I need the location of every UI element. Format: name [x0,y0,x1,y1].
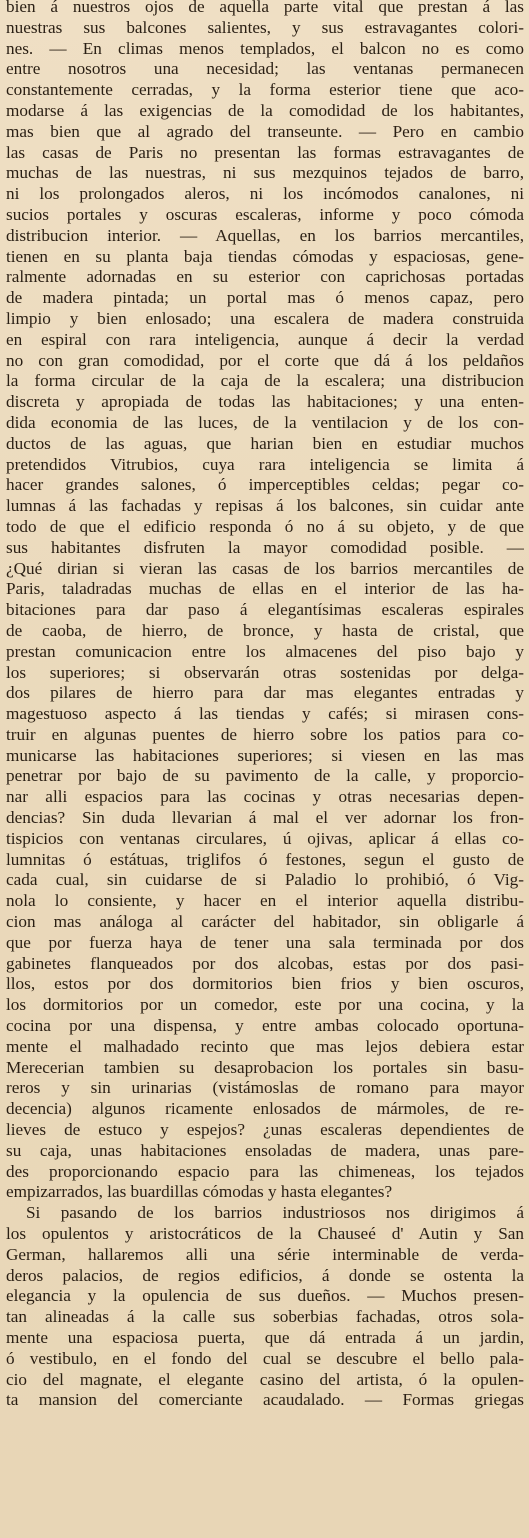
text-line: todo de que el edificio responda ó no á su objeto, y de que [6,516,524,536]
text-line: muchas de las nuestras, ni sus mezquinos tejados de barro, [6,163,524,183]
text-line: tispicios con ventanas circulares, ú ojivas, aplicar á ellas co- [6,828,524,848]
text-line: cion mas análoga al carácter del habitador, sin obligarle á [6,912,524,932]
text-line: Paris, taladradas muchas de ellas en el interior de las ha- [6,579,524,599]
text-line: ta mansion del comerciante acaudalado. — Formas griegas [6,1390,524,1410]
text-line: ductos de las aguas, que harian bien en estudiar muchos [6,433,524,453]
text-line: su caja, unas habitaciones ensoladas de madera, unas pare- [6,1140,524,1160]
text-line: Merecerian tambien su desaprobacion los portales sin basu- [6,1057,524,1077]
text-line: tan alineadas á la calle sus soberbias fachadas, otros sola- [6,1307,524,1327]
text-line: modarse á las exigencias de la comodidad de los habitantes, [6,100,524,120]
text-line: en espiral con rara inteligencia, aunque á decir la verdad [6,329,524,349]
text-line: pretendidos Vitrubios, cuya rara inteligencia se limita á [6,454,524,474]
text-line: los superiores; si observarán otras sostenidas por delga- [6,662,524,682]
text-line: lumnas á las fachadas y repisas á los balcones, sin cuidar ante [6,496,524,516]
text-line: entre nosotros una necesidad; las ventanas permanecen [6,59,524,79]
text-line: de caoba, de hierro, de bronce, y hasta de cristal, que [6,620,524,640]
text-line: lieves de estuco y espejos? ¿unas escaleras dependientes de [6,1120,524,1140]
text-line: des proporcionando espacio para las chimeneas, los tejados [6,1161,524,1181]
text-line: cada cual, sin cuidarse de si Paladio lo prohibió, ó Vig- [6,870,524,890]
text-line: elegancia y la opulencia de sus dueños. — Muchos presen- [6,1286,524,1306]
text-line: decencia) algunos ricamente enlosados de mármoles, de re- [6,1099,524,1119]
text-line: tienen en su planta baja tiendas cómodas y espaciosas, gene- [6,246,524,266]
text-line: los dormitorios por un comedor, este por una cocina, y la [6,995,524,1015]
text-line: mente el malhadado recinto que mas lejos debiera estar [6,1036,524,1056]
text-line: nar alli espacios para las cocinas y otras necesarias depen- [6,787,524,807]
body-text [6,0,524,1411]
text-line: deros palacios, de regios edificios, á donde se ostenta la [6,1265,524,1285]
text-line: mas bien que al agrado del transeunte. — Pero en cambio [6,121,524,141]
text-line: cio del magnate, el elegante casino del artista, ó la opulen- [6,1369,524,1389]
text-line: discreta y apropiada de todas las habitaciones; y una enten- [6,392,524,412]
text-line: dos pilares de hierro para dar mas elegantes entradas y [6,683,524,703]
text-line: nes. — En climas menos templados, el balcon no es como [6,38,524,58]
paragraph [6,0,524,1203]
text-line: dida economia de las luces, de la ventilacion y de los con- [6,412,524,432]
text-line: que por fuerza haya de tener una sala terminada por dos [6,932,524,952]
text-line: cocina por una dispensa, y entre ambas colocado oportuna- [6,1016,524,1036]
text-line: de madera pintada; un portal mas ó menos capaz, pero [6,288,524,308]
text-line: prestan comunicacion entre los almacenes del piso bajo y [6,641,524,661]
text-line: sucios portales y oscuras escaleras, informe y poco cómoda [6,204,524,224]
text-line: la forma circular de la caja de la escalera; una distribucion [6,371,524,391]
text-line: nola lo consiente, y hacer en el interior aquella distribu- [6,891,524,911]
text-line: bien á nuestros ojos de aquella parte vital que prestan á las [6,0,524,16]
text-line: ni los prolongados aleros, ni los incómodos canalones, ni [6,184,524,204]
text-line: distribucion interior. — Aquellas, en los barrios mercantiles, [6,225,524,245]
text-line: no con gran comodidad, por el corte que dá á los peldaños [6,350,524,370]
text-line: ó vestibulo, en el fondo del cual se descubre el bello pala- [6,1348,524,1368]
text-line: sus habitantes disfruten la mayor comodidad posible. — [6,537,524,557]
text-line: truir en algunas puentes de hierro sobre los patios para co- [6,724,524,744]
text-line: lumnitas ó estátuas, triglifos ó festones, segun el gusto de [6,849,524,869]
text-line: ¿Qué dirian si vieran las casas de los barrios mercantiles de [6,558,524,578]
text-line: municarse las habitaciones superiores; si viesen en las mas [6,745,524,765]
text-line: hacer grandes salones, ó imperceptibles celdas; pegar co- [6,475,524,495]
text-line: nuestras sus balcones salientes, y sus estravagantes colori- [6,17,524,37]
text-line: reros y sin urinarias (vistámoslas de romano para mayor [6,1078,524,1098]
text-line: dencias? Sin duda llevarian á mal el ver adornar los fron- [6,808,524,828]
text-line: Si pasando de los barrios industriosos nos dirigimos á [26,1203,524,1223]
text-line: ralmente adornadas en su esterior con caprichosas portadas [6,267,524,287]
text-line: las casas de Paris no presentan las formas estravagantes de [6,142,524,162]
text-line: gabinetes flanqueados por dos alcobas, estas por dos pasi- [6,953,524,973]
text-line: magestuoso aspecto á las tiendas y cafés; si mirasen cons- [6,704,524,724]
text-line: empizarrados, las buardillas cómodas y hasta elegantes? [6,1182,393,1202]
text-line: constantemente cerradas, y la forma esterior tiene que aco- [6,80,524,100]
text-line: llos, estos por dos dormitorios bien frios y bien oscuros, [6,974,524,994]
text-line: los opulentos y aristocráticos de la Chauseé d' Autin y San [6,1224,524,1244]
text-line: mente una espaciosa puerta, que dá entrada á un jardin, [6,1328,524,1347]
text-line: bitaciones para dar paso á elegantísimas escaleras espirales [6,600,524,620]
paragraph [6,1203,524,1411]
text-line: German, hallaremos alli una série interminable de verda- [6,1244,524,1264]
text-line: penetrar por bajo de su pavimento de la calle, y proporcio- [6,766,524,786]
text-line: limpio y bien enlosado; una escalera de madera construida [6,308,524,328]
